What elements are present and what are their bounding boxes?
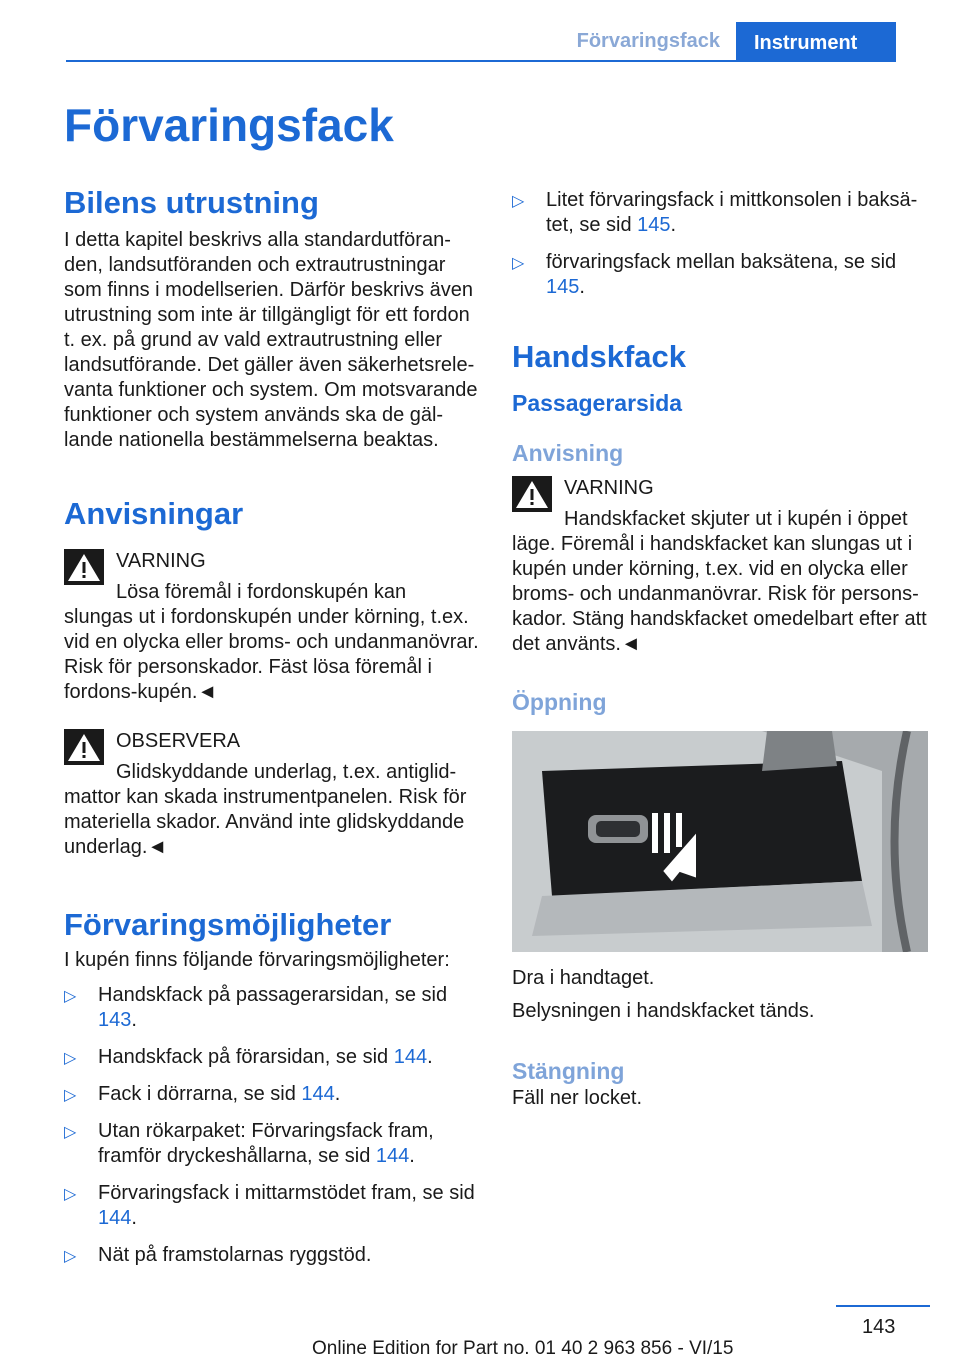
notes-heading: Anvisningar xyxy=(64,496,244,531)
list-item: ▷ Fack i dörrarna, se sid 144. xyxy=(64,1082,480,1107)
page-link[interactable]: 145 xyxy=(637,214,671,236)
header-section-tab[interactable]: Förvaringsfack xyxy=(576,30,720,52)
storage-list xyxy=(64,983,480,1268)
notice-heading: Anvisning xyxy=(512,440,624,466)
storage-list-continued xyxy=(512,188,928,300)
list-item: ▷ Förvaringsfack i mittarmstödet fram, se sid 144. xyxy=(64,1182,475,1229)
page-link[interactable]: 144 xyxy=(375,1145,410,1167)
observation-label: OBSERVERA xyxy=(116,730,241,752)
warning-triangle-icon xyxy=(64,549,104,585)
page-number: 143 xyxy=(862,1316,896,1338)
storage-intro: I kupén finns följande förvaringsmöjligheter: xyxy=(64,949,450,971)
triangle-bullet-icon: ▷ xyxy=(64,1087,77,1104)
page-link[interactable]: 144 xyxy=(98,1207,132,1229)
warning-text: Handskfacket skjuter ut i kupén i öppet läge. Föremål i handskfacket kan slungas ut i kupén under körning, t.ex. vid en olycka eller broms- och undanmanövrar. Risk för persons-kador. Stäng handskfacket omedelbart efter att det använts.◄ xyxy=(512,508,927,655)
triangle-bullet-icon: ▷ xyxy=(512,193,525,210)
glovebox-warning xyxy=(512,476,928,657)
opening-heading: Öppning xyxy=(512,689,607,715)
right-column xyxy=(512,184,928,1111)
warning-triangle-icon xyxy=(512,476,552,512)
triangle-bullet-icon: ▷ xyxy=(64,1050,77,1067)
page-title: Förvaringsfack xyxy=(64,99,394,151)
footer-divider xyxy=(836,1305,930,1307)
glovebox-heading: Handskfack xyxy=(512,339,687,374)
list-item: ▷ Litet förvaringsfack i mittkonsolen i baksä-tet, se sid 145. xyxy=(512,189,918,236)
page-link[interactable]: 144 xyxy=(393,1046,428,1068)
list-item: ▷ förvaringsfack mellan baksätena, se sid 145. xyxy=(512,251,897,298)
header-divider xyxy=(66,60,894,62)
header-chapter-tab[interactable]: Instrument xyxy=(736,22,896,62)
storage-heading: Förvaringsmöjligheter xyxy=(64,907,392,942)
edition-footer: Online Edition for Part no. 01 40 2 963 856 - VI/15 xyxy=(312,1338,734,1359)
warning-label: VARNING xyxy=(564,477,654,499)
equipment-text: I detta kapitel beskrivs alla standardutföran-den, landsutföranden och extrautrustningar som finns i modellserien. Därför beskrivs även utrustning som inte är tillgängligt för ett fordon t. ex. på grund av vald extrautrustning eller landsutförande. Det gäller även säkerhetsrele-vanta funktioner och system. Om motsvarande funktioner och system används ska de gäl-lande nationella bestämmelserna beaktas. xyxy=(64,229,478,451)
list-item: ▷ Handskfack på förarsidan, se sid 144. xyxy=(64,1045,480,1070)
equipment-heading: Bilens utrustning xyxy=(64,185,319,220)
list-item: ▷ Utan rökarpaket: Förvaringsfack fram, framför dryckeshållarna, se sid 144. xyxy=(64,1120,434,1167)
glovebox-photo xyxy=(512,731,928,952)
list-item: ▷ Handskfack på passagerarsidan, se sid 143. xyxy=(64,984,448,1031)
closing-text: Fäll ner locket. xyxy=(512,1087,643,1109)
page-link[interactable]: 144 xyxy=(301,1083,335,1105)
closing-heading: Stängning xyxy=(512,1058,625,1084)
opening-text-1: Dra i handtaget. xyxy=(512,967,655,989)
page-link[interactable]: 143 xyxy=(98,1009,132,1031)
warning-block-2 xyxy=(64,729,480,860)
triangle-bullet-icon: ▷ xyxy=(512,255,525,272)
page-header xyxy=(0,0,960,62)
observation-text: Glidskyddande underlag, t.ex. antiglid-mattor kan skada instrumentpanelen. Risk för materiella skador. Använd inte glidskyddande underlag.◄ xyxy=(64,761,467,858)
triangle-bullet-icon: ▷ xyxy=(64,988,77,1005)
triangle-bullet-icon: ▷ xyxy=(64,1124,77,1141)
warning-block-1 xyxy=(64,549,480,705)
warning-triangle-icon xyxy=(64,729,104,765)
warning-text: Lösa föremål i fordonskupén kan slungas ut i fordonskupén under körning, t.ex. vid en olycka eller broms- och undanmanövrar. Risk för personskador. Fäst lösa föremål i fordons-kupén.◄ xyxy=(64,581,479,703)
triangle-bullet-icon: ▷ xyxy=(64,1248,77,1265)
passenger-side-heading: Passagerarsida xyxy=(512,390,683,416)
list-item: ▷ Nät på framstolarnas ryggstöd. xyxy=(64,1243,480,1268)
left-column xyxy=(64,184,480,1280)
opening-text-2: Belysningen i handskfacket tänds. xyxy=(512,1000,815,1022)
page-link[interactable]: 145 xyxy=(546,276,580,298)
triangle-bullet-icon: ▷ xyxy=(64,1186,77,1203)
warning-label: VARNING xyxy=(116,550,206,572)
